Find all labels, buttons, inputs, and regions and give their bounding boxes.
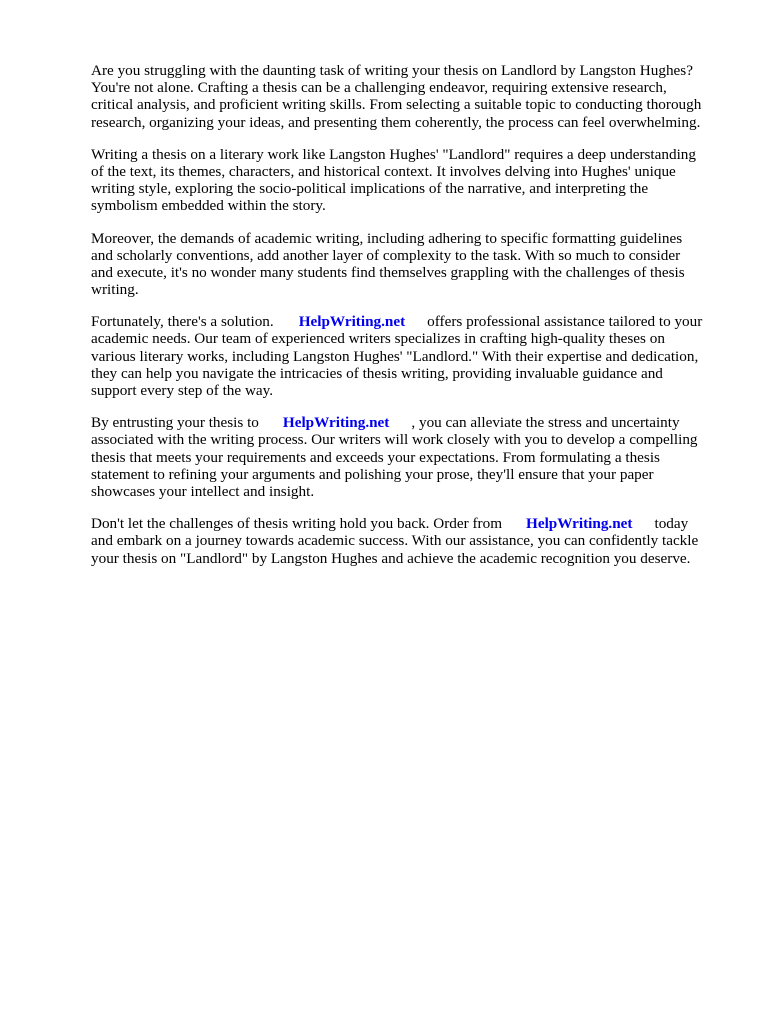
text-line: and execute, it's no wonder many students find themselves grappling with the challenges of thesis [91,263,685,281]
text-line: your thesis on "Landlord" by Langston Hughes and achieve the academic recognition you deserve. [91,549,691,567]
paragraph-demands [91,230,731,299]
paragraph-entrusting [91,414,731,500]
text-line: and scholarly conventions, add another layer of complexity to the task. With so much to consider [91,246,681,264]
text-line: of the text, its themes, characters, and historical context. It involves delving into Hughes' unique [91,162,676,180]
text-line: associated with the writing process. Our writers will work closely with you to develop a compelling [91,431,698,449]
text-segment: Fortunately, there's a solution. [91,313,274,331]
text-line: Are you struggling with the daunting task of writing your thesis on Landlord by Langston Hughes? [91,62,693,79]
text-line: research, organizing your ideas, and presenting them coherently, the process can feel overwhelming. [91,113,701,131]
text-line: various literary works, including Langston Hughes' "Landlord." With their expertise and dedication, [91,347,699,365]
text-line [91,313,731,330]
paragraph-intro [91,62,731,131]
text-line: thesis that meets your requirements and exceeds your expectations. From formulating a thesis [91,448,660,466]
document-page [91,62,731,582]
text-line: academic needs. Our team of experienced writers specializes in crafting high-quality theses on [91,330,665,348]
text-segment: Don't let the challenges of thesis writing hold you back. Order from [91,515,503,533]
paragraph-closing [91,515,731,567]
helpwriting-link[interactable]: HelpWriting.net [526,515,633,533]
text-line [91,414,731,431]
helpwriting-link[interactable]: HelpWriting.net [282,414,390,432]
paragraph-solution [91,313,731,399]
text-segment: By entrusting your thesis to [91,414,259,432]
text-segment: , you can alleviate the stress and uncertainty [411,414,680,432]
text-line: writing style, exploring the socio-political implications of the narrative, and interpreting the [91,180,649,198]
text-line: You're not alone. Crafting a thesis can be a challenging endeavor, requiring extensive research, [91,79,667,97]
text-line: writing. [91,281,139,299]
text-line: critical analysis, and proficient writing skills. From selecting a suitable topic to conducting thorough [91,96,702,114]
text-line: symbolism embedded within the story. [91,197,326,215]
text-line: statement to refining your arguments and polishing your prose, they'll ensure that your paper [91,465,654,483]
text-line: support every step of the way. [91,382,274,399]
text-segment: today [654,515,689,533]
text-line: showcases your intellect and insight. [91,482,315,500]
text-line: Writing a thesis on a literary work like Langston Hughes' "Landlord" requires a deep understanding [91,145,696,163]
text-line: Moreover, the demands of academic writing, including adhering to specific formatting guidelines [91,229,683,247]
text-line [91,515,731,532]
helpwriting-link[interactable]: HelpWriting.net [298,313,406,331]
text-line: they can help you navigate the intricacies of thesis writing, providing invaluable guidance and [91,364,663,382]
text-line: and embark on a journey towards academic success. With our assistance, you can confidently tackle [91,532,699,550]
text-segment: offers professional assistance tailored to your [427,313,703,331]
paragraph-requirements [91,146,731,215]
